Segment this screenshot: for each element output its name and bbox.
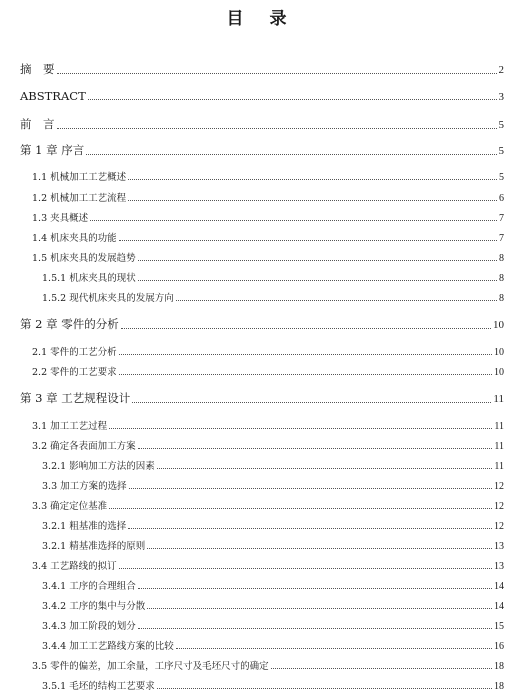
toc-entry[interactable] [20,142,504,158]
toc-entry[interactable] [32,418,504,432]
dot-leader [132,401,491,403]
dot-leader [86,153,496,155]
toc-entry[interactable] [42,458,504,472]
toc-entry-label: 3.5.1 毛坯的结构工艺要求 [42,681,155,692]
toc-entry-label: 3.1 加工工艺过程 [32,421,108,432]
toc-entry[interactable] [20,89,504,103]
toc-entry[interactable] [32,230,504,244]
toc-entry-label: 3.2 确定各表面加工方案 [32,441,136,452]
toc-entry-page: 12 [494,481,504,492]
toc-entry[interactable] [20,390,504,406]
toc-entry-label: 3.2.1 粗基准的选择 [42,521,127,532]
toc-entry[interactable] [42,598,504,612]
toc-entry[interactable] [20,316,504,332]
toc-entry-page: 11 [494,461,504,472]
toc-entry-label: 1.1 机械加工工艺概述 [32,172,127,183]
dot-leader [147,547,492,549]
toc-entry[interactable] [32,344,504,358]
toc-entry-page: 11 [494,441,504,452]
toc-entry[interactable] [32,558,504,572]
toc-entry-label: 1.4 机床夹具的功能 [32,233,117,244]
toc-entry-label: ABSTRACT [20,89,86,103]
toc-entry-label: 3.5 零件的偏差，加工余量，工序尺寸及毛坯尺寸的确定 [32,661,269,672]
toc-entry-label: 2.2 零件的工艺要求 [32,367,117,378]
toc-entry-label: 3.2.1 影响加工方法的因素 [42,461,155,472]
toc-entry-label: 第 3 章 工艺规程设计 [20,391,131,405]
dot-leader [90,219,497,221]
toc-entry-label: 3.4.4 加工工艺路线方案的比较 [42,641,174,652]
toc-entry-label: 1.2 机械加工工艺流程 [32,193,127,204]
toc-entry-page: 5 [498,119,504,131]
toc-entry-page: 11 [494,421,504,432]
dot-leader [109,427,492,429]
toc-entry-page: 18 [494,661,504,672]
toc-entry-label: 2.1 零件的工艺分析 [32,347,117,358]
toc-entry[interactable] [42,638,504,652]
toc-entry-label: 1.5.2 现代机床夹具的发展方向 [42,293,174,304]
toc-entry-label: 摘 要 [20,62,55,76]
toc-entry-page: 8 [499,273,504,284]
toc-entry-label: 3.4.3 加工阶段的划分 [42,621,136,632]
toc-entry-page: 12 [494,521,504,532]
dot-leader [271,667,492,669]
toc-entry-page: 18 [494,681,504,692]
toc-entry-label: 1.5 机床夹具的发展趋势 [32,253,136,264]
toc-entry[interactable] [42,618,504,632]
toc-entry-label: 1.3 夹具概述 [32,213,89,224]
toc-entry-page: 16 [494,641,504,652]
toc-entry[interactable] [32,250,504,264]
dot-leader [57,72,497,74]
toc-entry-label: 3.4.2 工序的集中与分散 [42,601,146,612]
dot-leader [119,239,497,241]
dot-leader [119,567,492,569]
dot-leader [138,279,497,281]
toc-entry-page: 7 [499,233,504,244]
dot-leader [147,607,492,609]
toc-entry[interactable] [20,61,504,77]
toc-entry[interactable] [42,538,504,552]
toc-entry-label: 第 2 章 零件的分析 [20,317,119,331]
dot-leader [138,627,492,629]
toc-entry-label: 3.2.1 精基准选择的原则 [42,541,146,552]
dot-leader [157,467,493,469]
toc-entry[interactable] [32,364,504,378]
toc-entry-label: 3.4.1 工序的合理组合 [42,581,136,592]
toc-entry[interactable] [42,478,504,492]
toc-entry-page: 7 [499,213,504,224]
toc-entry-page: 3 [498,91,504,103]
toc-entry-page: 13 [494,541,504,552]
toc-entry-page: 15 [494,621,504,632]
dot-leader [138,587,492,589]
toc-entry-page: 14 [494,581,504,592]
toc-entry-page: 6 [499,193,504,204]
toc-entry-page: 5 [498,145,504,157]
toc-entry[interactable] [32,169,504,183]
toc-entry[interactable] [20,116,504,132]
dot-leader [109,507,492,509]
dot-leader [138,259,497,261]
toc-entry-label: 1.5.1 机床夹具的现状 [42,273,136,284]
toc-entry-label: 前 言 [20,117,55,131]
toc-entry-page: 8 [499,253,504,264]
toc-entry-page: 11 [493,393,504,405]
toc-title: 目 录 [226,9,297,29]
dot-leader [176,647,492,649]
toc-entry-label: 3.3 加工方案的选择 [42,481,127,492]
toc-entry-label: 3.4 工艺路线的拟订 [32,561,117,572]
toc-entry-page: 2 [498,64,504,76]
toc-entry[interactable] [42,518,504,532]
toc-entry-label: 第 1 章 序言 [20,143,85,157]
toc-entry-page: 10 [494,347,504,358]
dot-leader [138,447,493,449]
toc-entry[interactable] [32,498,504,512]
toc-entry-page: 13 [494,561,504,572]
dot-leader [57,127,497,129]
toc-entry[interactable] [42,290,504,304]
dot-leader [119,353,492,355]
dot-leader [157,687,492,689]
toc-entry-page: 10 [493,319,504,331]
dot-leader [129,487,492,489]
toc-entry[interactable] [42,270,504,284]
dot-leader [128,178,497,180]
toc-entry[interactable] [42,678,504,692]
toc-entry[interactable] [32,658,504,672]
toc-entry-page: 8 [499,293,504,304]
toc-entry-page: 10 [494,367,504,378]
toc-entry[interactable] [32,210,504,224]
dot-leader [128,527,492,529]
dot-leader [121,327,491,329]
dot-leader [128,199,497,201]
dot-leader [88,98,497,100]
dot-leader [119,373,492,375]
toc-entry[interactable] [32,438,504,452]
toc-entry[interactable] [42,578,504,592]
toc-entry-label: 3.3 确定定位基准 [32,501,108,512]
toc-entry-page: 14 [494,601,504,612]
toc-entry-page: 12 [494,501,504,512]
toc-entry-page: 5 [499,172,504,183]
dot-leader [176,299,497,301]
toc-entry[interactable] [32,190,504,204]
